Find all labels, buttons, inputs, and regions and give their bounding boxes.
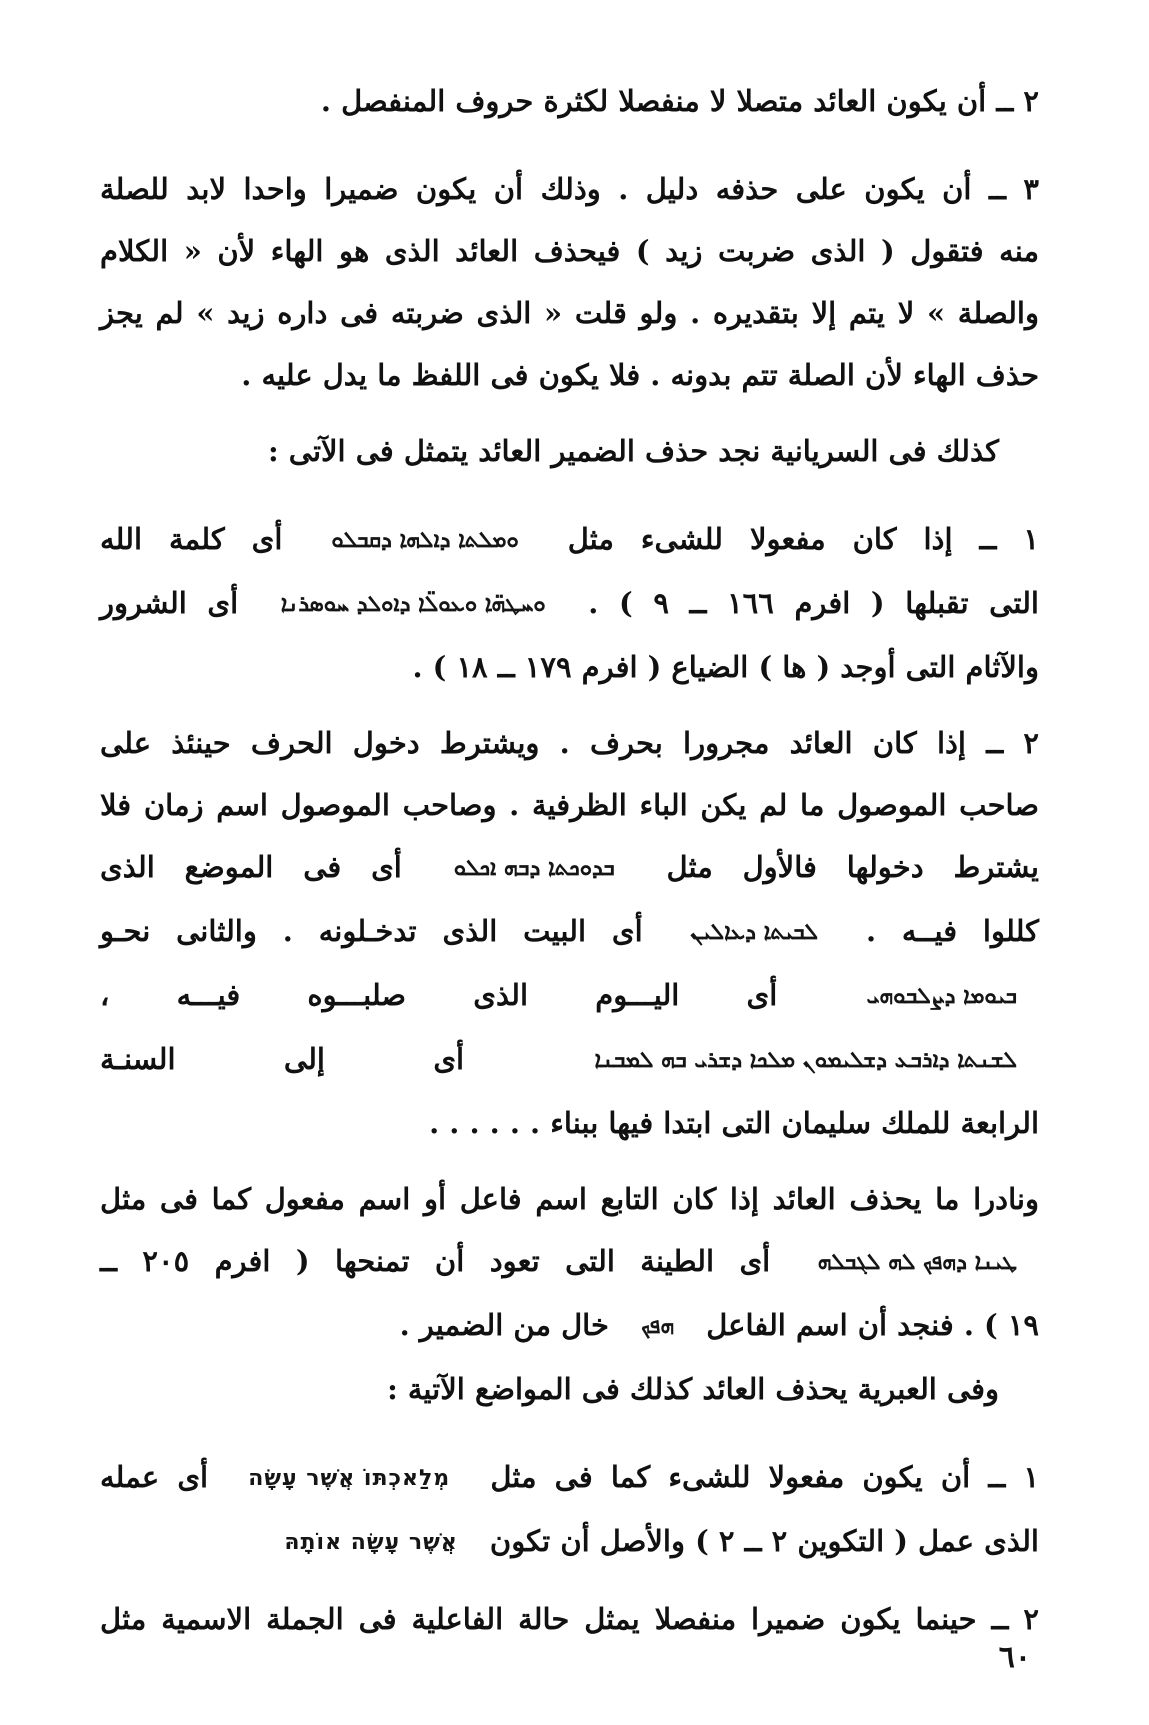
- paragraph-line: والآثام التى أوجد ( ها ) الضياع ( افرم ١٧٩ ــ ١٨ ) .: [412, 650, 1039, 684]
- example-line: [100, 508, 1039, 572]
- example-line: [100, 1446, 1039, 1510]
- syriac-example: ܠܒܝܬܐ ܕܥܐܠܝܢ: [690, 920, 819, 945]
- paragraph-line: ٣ ــ أن يكون على حذفه دليل . وذلك أن يكون ضميرا واحدا لابد للصلة: [100, 172, 1039, 206]
- line-text-end: أى البيت الذى تدخـلونه . والثانى نحـو: [100, 914, 643, 948]
- paragraph-line: ونادرا ما يحذف العائد إذا كان التابع اسم فاعل أو اسم مفعول كما فى مثل: [100, 1182, 1039, 1216]
- page-number: ٦٠: [998, 1640, 1031, 1675]
- paragraph-line: منه فتقول ( الذى ضربت زيد ) فيحذف العائد الذى هو الهاء لأن « الكلام: [100, 234, 1039, 268]
- section-heading-hebrew: وفى العبرية يحذف العائد كذلك فى المواضع الآتية :: [387, 1372, 999, 1406]
- line-text-end: أى الطينة التى تعود أن تمنحها ( افرم ٢٠٥ ــ: [100, 1244, 771, 1278]
- example-line: [100, 1230, 1039, 1294]
- example-line: [100, 1294, 1039, 1358]
- line-text-end: أى اليـــوم الذى صلبـــوه فيـــه ،: [100, 978, 778, 1012]
- line-text-start: يشترط دخولها فالأول مثل: [666, 850, 1039, 884]
- example-line: [100, 900, 1039, 964]
- line-text-end: أى إلى السنـة: [100, 1042, 465, 1076]
- paragraph-line: الرابعة للملك سليمان التى ابتدا فيها ببناء . . . . . .: [429, 1106, 1039, 1140]
- syriac-example: ܘܡܠܬܐ ܕܐܠܗܐ ܕܩܒܠܘ: [331, 528, 519, 553]
- line-text-end: أى فى الموضع الذى: [100, 850, 402, 884]
- line-text-end: أى عمله: [100, 1460, 209, 1494]
- paragraph-line: ٢ ــ إذا كان العائد مجرورا بحرف . ويشترط دخول الحرف حينئذ على: [100, 726, 1039, 760]
- example-line: [100, 572, 1039, 636]
- section-heading-syriac: كذلك فى السريانية نجد حذف الضمير العائد يتمثل فى الآتى :: [267, 434, 999, 468]
- paragraph-line: ٢ ــ حينما يكون ضميرا منفصلا يمثل حالة الفاعلية فى الجملة الاسمية مثل: [100, 1602, 1039, 1636]
- example-line: [100, 964, 1039, 1028]
- line-text-start: ١ ــ إذا كان مفعولا للشىء مثل: [567, 522, 1039, 556]
- paragraph-line: والصلة » لا يتم إلا بتقديره . ولو قلت « الذى ضربته فى داره زيد » لم يجز: [100, 296, 1039, 330]
- paragraph-line: حذف الهاء لأن الصلة تتم بدونه . فلا يكون فى اللفظ ما يدل عليه .: [241, 358, 1039, 392]
- example-line: [100, 1028, 1039, 1092]
- paragraph-line: ٢ ــ أن يكون العائد متصلا لا منفصلا لكثرة حروف المنفصل .: [320, 84, 1039, 118]
- syriac-example: ܒܝܘܡܐ ܕܨܠܒܘܗܝ: [866, 984, 1017, 1009]
- paragraph-line: صاحب الموصول ما لم يكن الباء الظرفية . وصاحب الموصول اسم زمان فلا: [100, 788, 1039, 822]
- line-text-start: كللوا فيــه .: [865, 914, 1039, 948]
- hebrew-example: אֲשֶׁר עָשָׂה אוֹתָהּ: [284, 1530, 458, 1555]
- syriac-example: ܘܚܛܗ̈ܐ ܘܥܘܠ̈ܐ ܕܐܘܠܕ ܚܘܣܪܢܐ: [280, 592, 546, 617]
- line-text-start: التى تقبلها ( افرم ١٦٦ ــ ٩ ) .: [588, 586, 1039, 620]
- line-text-start: ١٩ ) . فنجد أن اسم الفاعل: [706, 1308, 1039, 1342]
- syriac-example: ܛܝܢܐ ܕܗܦܟ ܠܗ ܠܓܒܠܗ: [817, 1250, 1017, 1275]
- syriac-example: ܒܕܘܟܬܐ ܕܒܗ ܐܟܠܘ: [453, 856, 615, 881]
- example-line: [100, 1510, 1039, 1574]
- syriac-example: ܠܫܢܬܐ ܕܐܪܒܥ ܕܫܠܝܡܘܢ ܡܠܟܐ ܕܫܪܝ ܒܗ ܠܡܒܢܐ: [594, 1048, 1017, 1073]
- line-text-end: أى الشرور: [100, 586, 239, 620]
- line-text-end: أى كلمة الله: [100, 522, 283, 556]
- example-line: [100, 836, 1039, 900]
- hebrew-example: מְלַאכְתּוֹ אֲשֶׁר עָשָׂה: [248, 1466, 451, 1491]
- syriac-example: ܗܦܟ: [641, 1314, 675, 1339]
- line-text-start: الذى عمل ( التكوين ٢ ــ ٢ ) والأصل أن تكون: [489, 1524, 1039, 1558]
- line-text-start: ١ ــ أن يكون مفعولا للشىء كما فى مثل: [490, 1460, 1040, 1494]
- line-text-end: خال من الضمير .: [399, 1308, 609, 1342]
